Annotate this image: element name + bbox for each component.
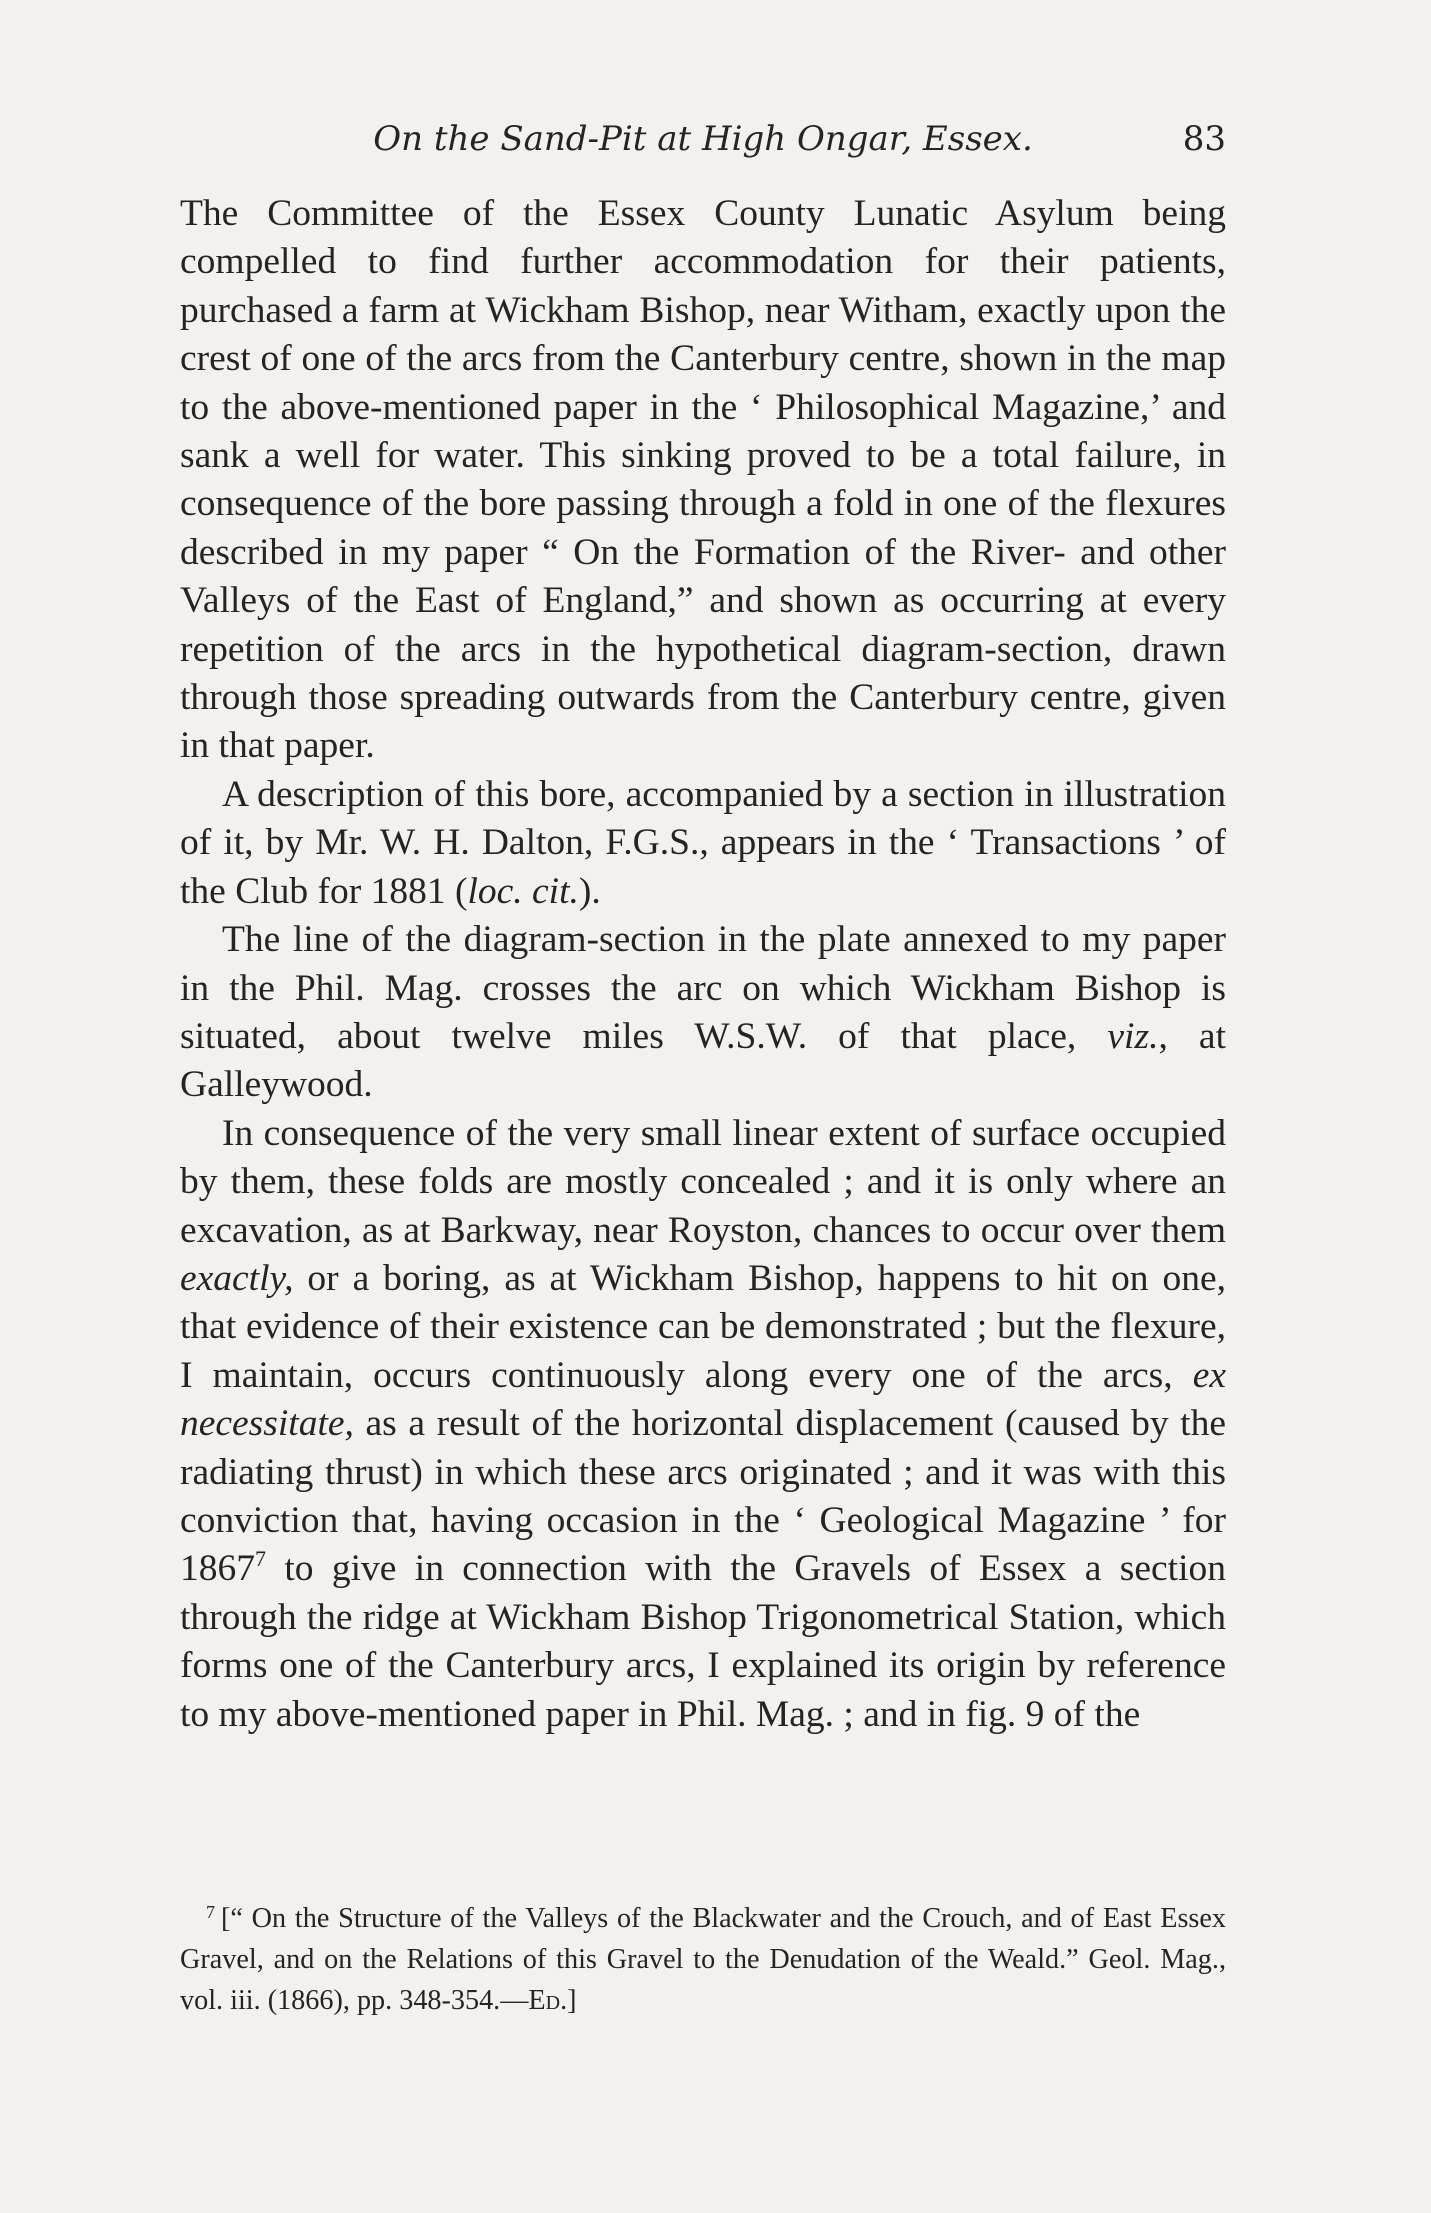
paragraph-2-text-b: ).	[578, 870, 601, 912]
ex-necessitate: ex necessitate,	[180, 1354, 1226, 1445]
page-header	[180, 112, 1226, 166]
footnote-text: [“ On the Structure of the Valleys of the Blackwater and the Crouch, and of East Essex Gravel, and on the Relations of this Gravel to the Denudation of the Weald.” Geol. Mag., vol. iii. (1866), pp. 348-354.—	[180, 1903, 1226, 2016]
paragraph-2	[180, 771, 1226, 916]
footnote-reference: 7	[255, 1546, 266, 1572]
viz: viz.	[1107, 1015, 1159, 1057]
paragraph-1	[180, 190, 1226, 771]
footnote-paragraph	[180, 1892, 1226, 2021]
paragraph-4	[180, 1110, 1226, 1739]
paragraph-2-text-a: A description of this bore, accompanied by a section in illustration of it, by Mr. W. H. Dalton, F.G.S., appears in the ‘ Transactions ’ of the Club for 1881 (	[180, 773, 1226, 912]
paragraph-4-text-b: or a boring, as at Wickham Bishop, happens to hit on one, that evidence of their existence can be demonstrated ; but the flexure, I maintain, occurs continuously along every one of the arcs,	[180, 1257, 1226, 1396]
editor-mark: Ed.	[528, 1984, 568, 2016]
paragraph-1-text: The Committee of the Essex County Lunatic Asylum being compelled to find further accommodation for their patients, purchased a farm at Wickham Bishop, near Witham, exactly upon the crest of one of the arcs from the Canterbury centre, shown in the map to the above-mentioned paper in the ‘ Philosophical Magazine,’ and sank a well for water. This sinking proved to be a total failure, in consequence of the bore passing through a fold in one of the flexures described in my paper “ On the Formation of the River- and other Valleys of the East of England,” and shown as occurring at every repetition of the arcs in the hypothetical diagram-section, drawn through those spreading outwards from the Canterbury centre, given in that paper.	[180, 193, 1226, 767]
paragraph-4-text-a: In consequence of the very small linear extent of surface occupied by them, these folds are mostly concealed ; and it is only where an excavation, as at Barkway, near Royston, chances to occur over them	[180, 1112, 1226, 1251]
page-number: 83	[1182, 119, 1226, 159]
paragraph-3-text-a: The line of the diagram-section in the plate annexed to my paper in the Phil. Mag. crosses the arc on which Wickham Bishop is situated, about twelve miles W.S.W. of that place,	[180, 919, 1226, 1057]
body-text	[180, 190, 1226, 1739]
loc-cit: loc. cit.	[467, 870, 579, 912]
footnote-close: ]	[567, 1984, 577, 2016]
paragraph-4-text-d: to give in connection with the Gravels of Essex a section through the ridge at Wickham Bishop Trigonometrical Station, which forms one of the Canterbury arcs, I explained its origin by reference to my above-mentioned paper in Phil. Mag. ; and in fig. 9 of the	[180, 1548, 1226, 1735]
paragraph-4-text-c: as a result of the horizontal displacement (caused by the radiating thrust) in which these arcs originated ; and it was with this conviction that, having occasion in the ‘ Geological Magazine ’ for 1867	[180, 1403, 1226, 1590]
footnote	[180, 1892, 1226, 2021]
footnote-marker: 7	[206, 1902, 215, 1922]
paragraph-3-text-b: , at Galleywood.	[180, 1015, 1226, 1106]
running-title: On the Sand-Pit at High Ongar, Essex.	[373, 119, 1033, 159]
exactly: exactly,	[180, 1257, 294, 1299]
paragraph-3	[180, 916, 1226, 1110]
